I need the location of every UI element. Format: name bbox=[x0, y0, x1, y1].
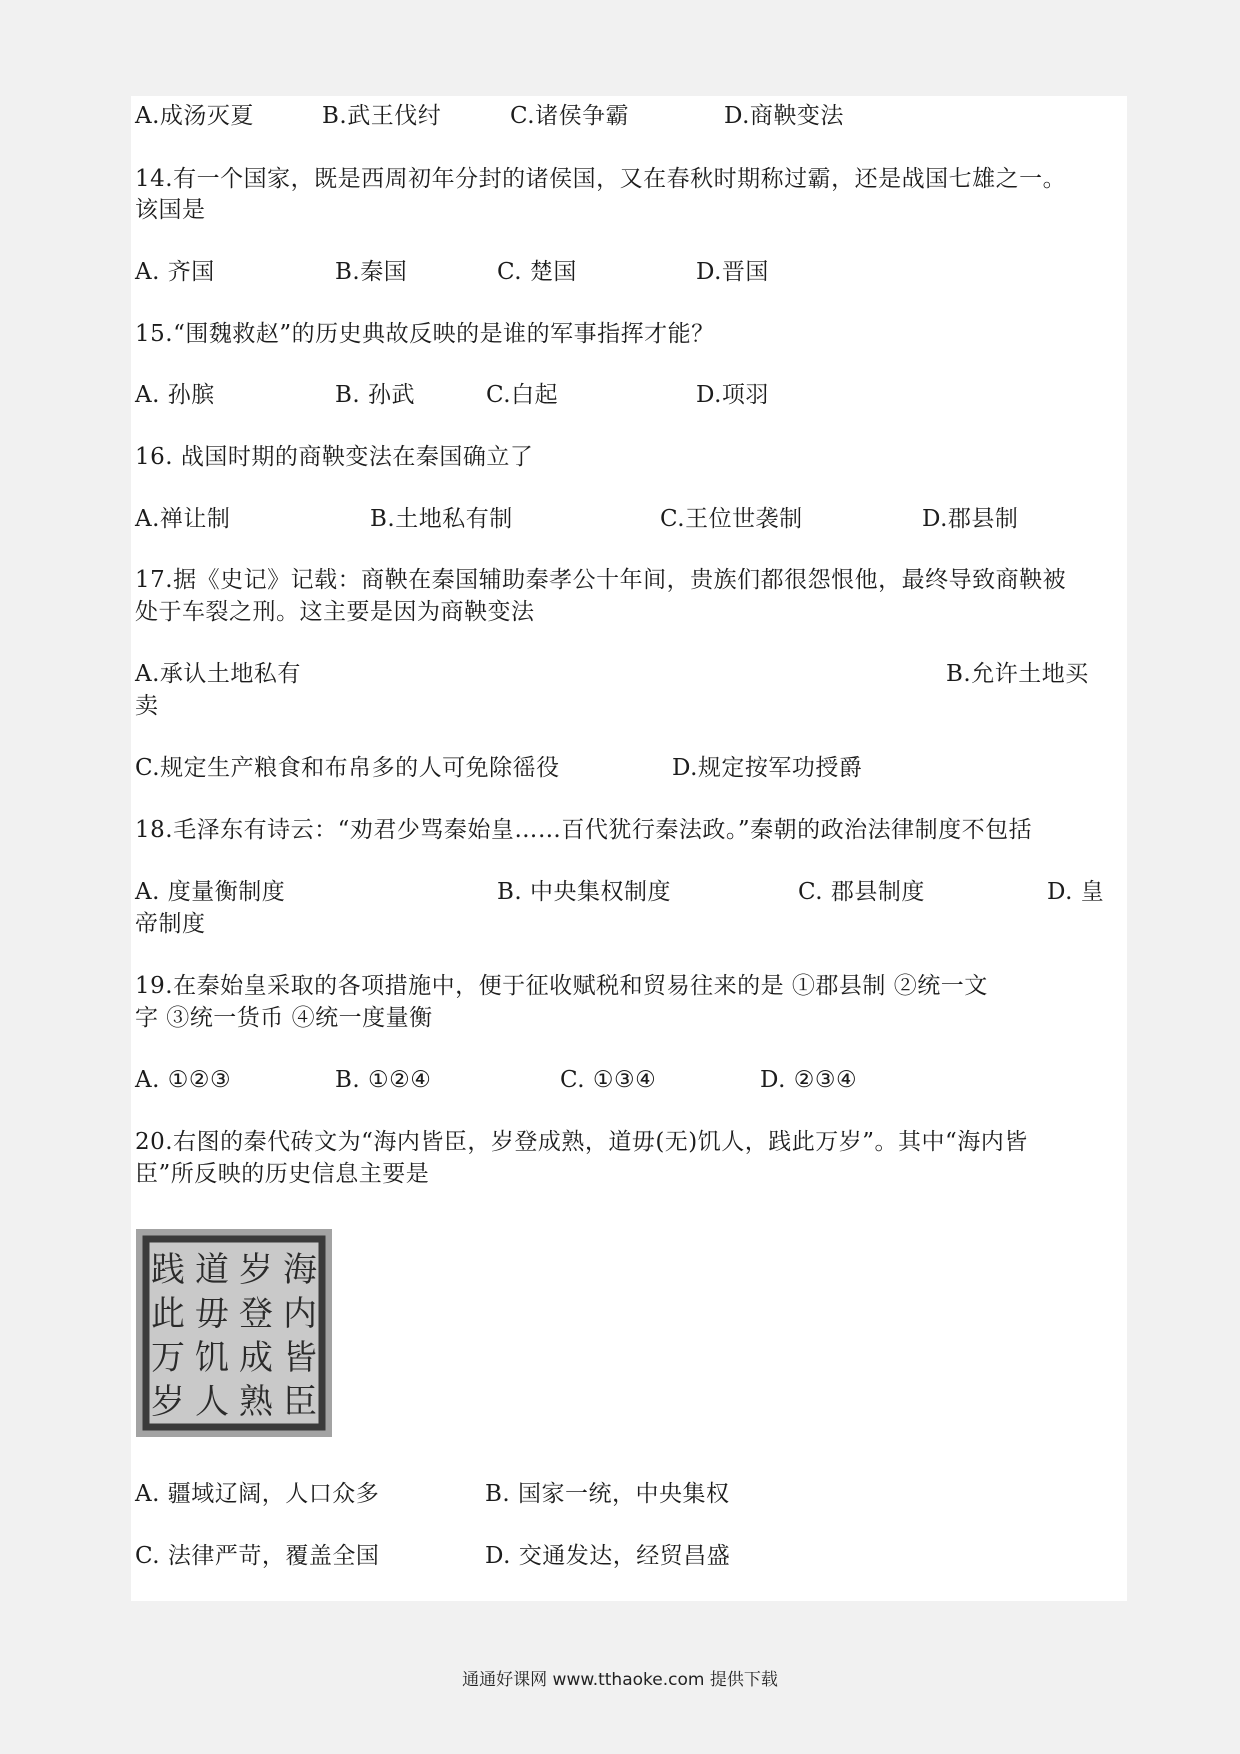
q20-option-d: D. 交通发达，经贸昌盛 bbox=[485, 1543, 731, 1569]
q13-option-d: D.商鞅变法 bbox=[724, 103, 844, 129]
q18-option-c: C. 郡县制度 bbox=[798, 879, 925, 905]
seal-glyph: 皆 bbox=[283, 1338, 317, 1378]
q17-option-b: B.允许土地买 bbox=[946, 661, 1089, 687]
seal-glyph: 登 bbox=[239, 1294, 273, 1334]
q14-option-a: A. 齐国 bbox=[135, 259, 215, 285]
q17-stem-line2: 处于车裂之刑。这主要是因为商鞅变法 bbox=[135, 599, 535, 625]
q14-stem-line2: 该国是 bbox=[135, 197, 206, 223]
qin-brick-inscription-image bbox=[136, 1229, 332, 1437]
q15-option-a: A. 孙膑 bbox=[135, 382, 215, 408]
q16-option-d: D.郡县制 bbox=[922, 506, 1019, 532]
q20-option-b: B. 国家一统，中央集权 bbox=[485, 1481, 730, 1507]
q18-stem: 18.毛泽东有诗云：“劝君少骂秦始皇……百代犹行秦法政。”秦朝的政治法律制度不包括 bbox=[135, 817, 1033, 843]
q13-option-b: B.武王伐纣 bbox=[322, 103, 442, 129]
q19-option-c: C. ①③④ bbox=[560, 1067, 657, 1093]
seal-glyph: 毋 bbox=[195, 1294, 229, 1334]
q16-option-b: B.土地私有制 bbox=[370, 506, 513, 532]
q18-option-a: A. 度量衡制度 bbox=[135, 879, 286, 905]
q14-option-b: B.秦国 bbox=[335, 259, 408, 285]
q13-option-a: A.成汤灭夏 bbox=[135, 103, 254, 129]
seal-glyph: 岁 bbox=[151, 1382, 185, 1422]
seal-rubbing-svg bbox=[136, 1229, 332, 1437]
seal-glyph: 海 bbox=[283, 1250, 317, 1290]
q17-option-c: C.规定生产粮食和布帛多的人可免除徭役 bbox=[135, 755, 560, 781]
q17-stem-line1: 17.据《史记》记载：商鞅在秦国辅助秦孝公十年间，贵族们都很怨恨他，最终导致商鞅被 bbox=[135, 567, 1067, 593]
q20-stem-line1: 20.右图的秦代砖文为“海内皆臣，岁登成熟，道毋(无)饥人，践此万岁”。其中“海内皆 bbox=[135, 1129, 1028, 1155]
q14-option-d: D.晋国 bbox=[696, 259, 769, 285]
seal-glyph: 饥 bbox=[195, 1338, 229, 1378]
q16-option-c: C.王位世袭制 bbox=[660, 506, 803, 532]
q15-stem: 15.“围魏救赵”的历史典故反映的是谁的军事指挥才能？ bbox=[135, 321, 715, 347]
seal-glyph: 此 bbox=[151, 1294, 185, 1334]
seal-glyph: 人 bbox=[195, 1382, 229, 1422]
q16-stem: 16. 战国时期的商鞅变法在秦国确立了 bbox=[135, 444, 534, 470]
q15-option-d: D.项羽 bbox=[696, 382, 769, 408]
q18-option-b: B. 中央集权制度 bbox=[497, 879, 672, 905]
q19-option-d: D. ②③④ bbox=[760, 1067, 858, 1093]
seal-glyph: 内 bbox=[283, 1294, 317, 1334]
seal-glyph: 践 bbox=[151, 1250, 185, 1290]
q14-option-c: C. 楚国 bbox=[497, 259, 577, 285]
q17-option-d: D.规定按军功授爵 bbox=[672, 755, 863, 781]
seal-glyph: 臣 bbox=[283, 1382, 317, 1422]
seal-glyph: 万 bbox=[151, 1338, 185, 1378]
q17-option-b-wrap: 卖 bbox=[135, 693, 159, 719]
q20-option-a: A. 疆域辽阔，人口众多 bbox=[135, 1481, 380, 1507]
q17-option-a: A.承认土地私有 bbox=[135, 661, 301, 687]
seal-glyph: 岁 bbox=[239, 1250, 273, 1290]
seal-glyph: 熟 bbox=[239, 1382, 273, 1422]
q15-option-b: B. 孙武 bbox=[335, 382, 416, 408]
q18-option-d-wrap: 帝制度 bbox=[135, 911, 206, 937]
q20-stem-line2: 臣”所反映的历史信息主要是 bbox=[135, 1161, 430, 1187]
q18-option-d: D. 皇 bbox=[1047, 879, 1105, 905]
q16-option-a: A.禅让制 bbox=[135, 506, 231, 532]
q20-option-c: C. 法律严苛，覆盖全国 bbox=[135, 1543, 380, 1569]
seal-glyph: 道 bbox=[195, 1250, 229, 1290]
seal-glyph: 成 bbox=[239, 1338, 273, 1378]
q19-option-a: A. ①②③ bbox=[135, 1067, 232, 1093]
q19-stem-line2: 字 ③统一货币 ④统一度量衡 bbox=[135, 1005, 433, 1031]
q19-stem-line1: 19.在秦始皇采取的各项措施中，便于征收赋税和贸易往来的是 ①郡县制 ②统一文 bbox=[135, 973, 988, 999]
q14-stem-line1: 14.有一个国家，既是西周初年分封的诸侯国，又在春秋时期称过霸，还是战国七雄之一。 bbox=[135, 166, 1067, 192]
q19-option-b: B. ①②④ bbox=[335, 1067, 432, 1093]
q13-option-c: C.诸侯争霸 bbox=[510, 103, 630, 129]
q15-option-c: C.白起 bbox=[486, 382, 559, 408]
page-footer: 通通好课网 www.tthaoke.com 提供下载 bbox=[462, 1670, 778, 1690]
